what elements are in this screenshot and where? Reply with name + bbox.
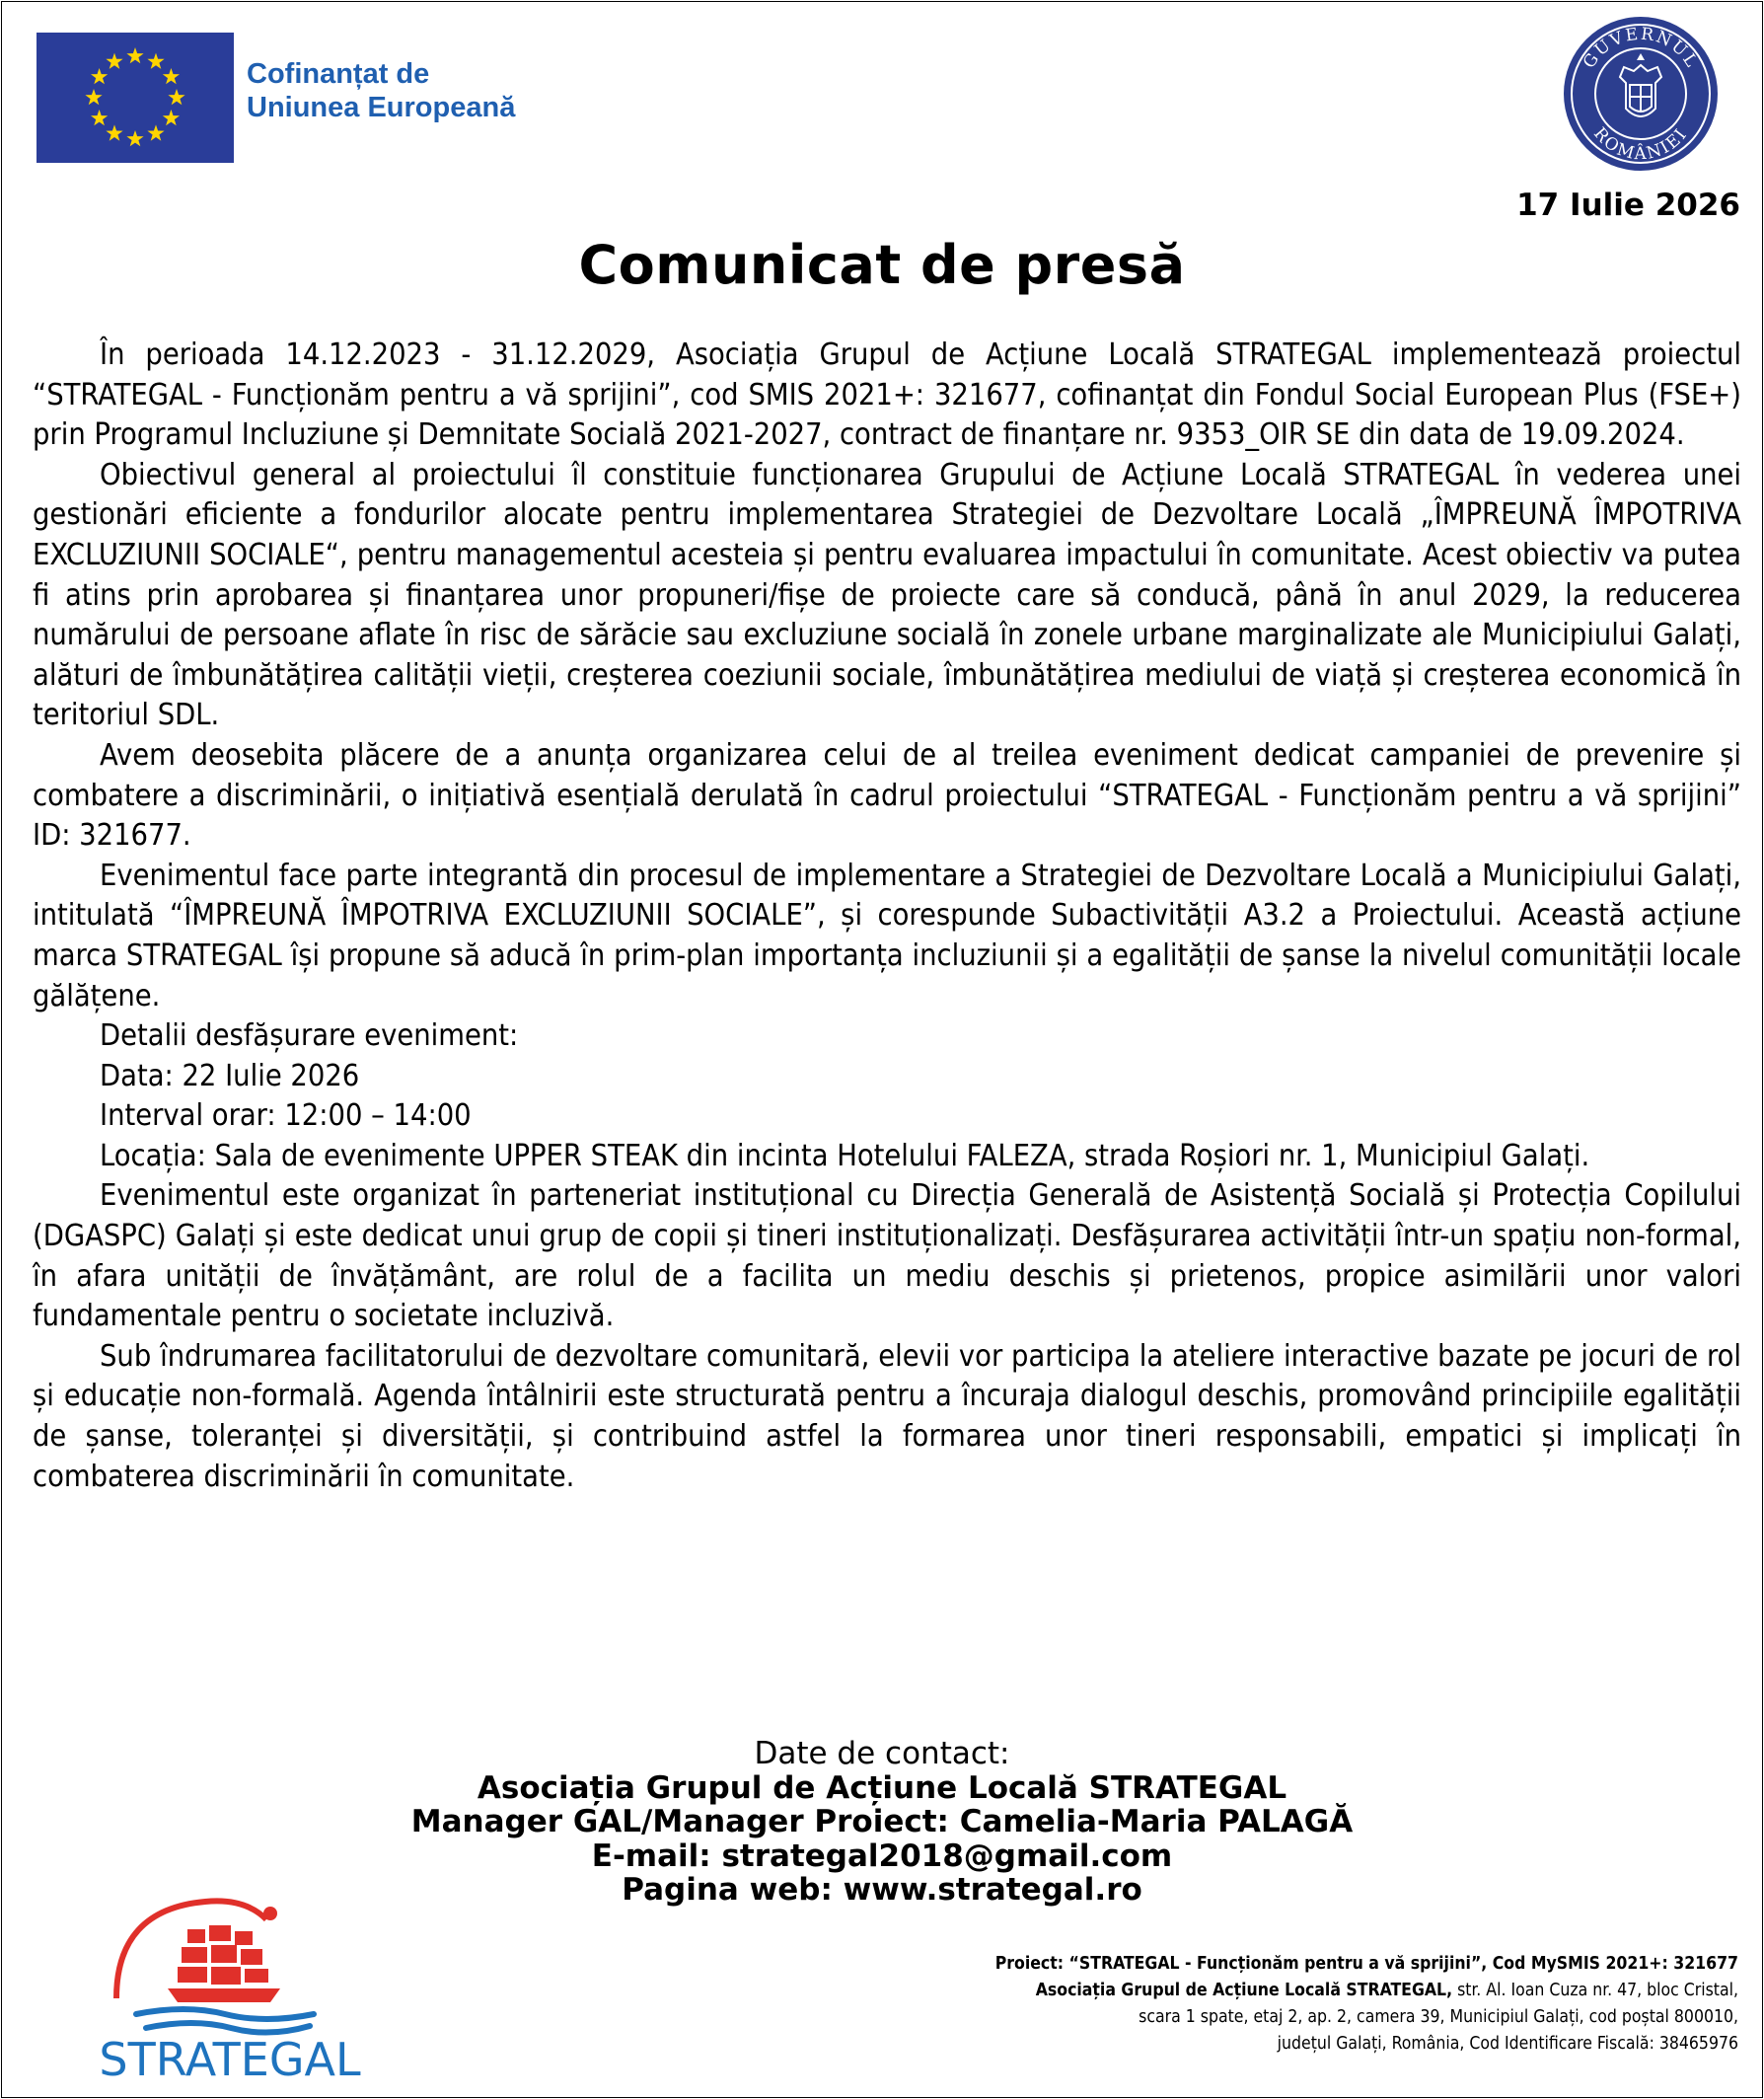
contact-heading: Date de contact: <box>754 1736 1010 1771</box>
paragraph-partnership: Evenimentul este organizat în parteneriat instituțional cu Direcția Generală de Asistență Socială și Protecția Copilului (DGASPC) Galați și este dedicat unui grup de copii și tineri instituționalizați. Desfășurarea activității într-un spațiu non-formal, în afara unității de învățământ, are rolul de a facilita un mediu deschis și prietenos, propice asimilării unor valori fundamentale pentru o societate incluzivă. <box>33 1178 1741 1334</box>
eu-star-icon <box>126 47 143 63</box>
paragraph-agenda: Sub îndrumarea facilitatorului de dezvoltare comunitară, elevii vor participa la ateliere interactive bazate pe jocuri de rol și educație non-formală. Agenda întâlnirii este structurată pentru a încuraja dialogul deschis, promovând principiile egalității de șanse, toleranței și diversității, și contribuind astfel la formarea unor tineri responsabili, empatici și implicați în combaterea discriminării în comunitate. <box>33 1338 1741 1494</box>
footer-project: Proiect: “STRATEGAL - Funcționăm pentru a vă sprijini”, Cod MySMIS 2021+: 321677 <box>994 1954 1738 1974</box>
government-seal-icon <box>1561 14 1721 174</box>
eu-star-icon <box>85 89 102 105</box>
eu-line-1: Cofinanțat de <box>247 58 430 90</box>
eu-flag-icon <box>37 33 234 163</box>
footer-line-address-2: scara 1 spate, etaj 2, ap. 2, camera 39, Municipiul Galați, cod poștal 800010, <box>1139 2007 1738 2027</box>
page-title: Comunicat de presă <box>578 234 1186 296</box>
footer-line-address <box>995 1978 1738 2004</box>
footer-organization: Asociația Grupul de Acțiune Locală STRATEGAL, <box>1035 1981 1453 2000</box>
event-date: Data: 22 Iulie 2026 <box>100 1058 360 1093</box>
footer-project-info <box>995 1951 1738 2058</box>
eu-star-icon <box>147 124 164 140</box>
event-location: Locația: Sala de evenimente UPPER STEAK din incinta Hotelului FALEZA, strada Roșiori nr. 1, Municipiul Galați. <box>100 1138 1590 1173</box>
contact-email[interactable]: E-mail: strategal2018@gmail.com <box>591 1837 1173 1874</box>
eu-cofinance-label <box>247 57 515 124</box>
eu-star-icon <box>168 89 184 105</box>
logo-wordmark: STRATEGAL <box>99 2033 361 2086</box>
eu-line-2: Uniunea Europeană <box>247 92 516 123</box>
contact-website[interactable]: Pagina web: www.strategal.ro <box>622 1872 1142 1908</box>
eu-star-icon <box>163 110 180 125</box>
event-time: Interval orar: 12:00 – 14:00 <box>100 1098 472 1134</box>
footer-line-project <box>995 1951 1738 1978</box>
eu-star-icon <box>163 68 180 84</box>
contact-organization: Asociația Grupul de Acțiune Locală STRATEGAL <box>477 1769 1287 1806</box>
paragraph-period: În perioada 14.12.2023 - 31.12.2029, Asociația Grupul de Acțiune Locală STRATEGAL implementează proiectul “STRATEGAL - Funcționăm pentru a vă sprijini”, cod SMIS 2021+: 321677, cofinanțat din Fondul Social European Plus (FSE+) prin Programul Incluziune și Demnitate Socială 2021-2027, contract de finanțare nr. 9353_OIR SE din data de 19.09.2024. <box>33 337 1741 453</box>
press-release-body <box>33 336 1741 1497</box>
eu-star-icon <box>91 110 108 125</box>
footer-address: str. Al. Ioan Cuza nr. 47, bloc Cristal, <box>1452 1981 1738 2000</box>
eu-star-icon <box>126 130 143 146</box>
contact-manager: Manager GAL/Manager Proiect: Camelia-Maria PALAGĂ <box>410 1804 1354 1839</box>
seal-text-bottom: ROMÂNIEI <box>1589 123 1692 165</box>
eu-star-icon <box>106 53 122 69</box>
strategal-logo <box>77 1880 383 2087</box>
release-date: 17 Iulie 2026 <box>1516 187 1740 223</box>
seal-text-top: GUVERNUL <box>1579 24 1703 73</box>
paragraph-announcement: Avem deosebita plăcere de a anunța organizarea celui de al treilea eveniment dedicat campaniei de prevenire și combatere a discriminării, o inițiativă esențială derulată în cadrul proiectului “STRATEGAL - Funcționăm pentru a vă sprijini” ID: 321677. <box>33 737 1741 854</box>
eu-star-icon <box>147 53 164 69</box>
paragraph-objective: Obiectivul general al proiectului îl constituie funcționarea Grupului de Acțiune Locală STRATEGAL în vederea unei gestionări eficiente a fondurilor alocate pentru implementarea Strategiei de Dezvoltare Locală „ÎMPREUNĂ ÎMPOTRIVA EXCLUZIUNII SOCIALE“, pentru managementul acesteia și pentru evaluarea impactului în comunitate. Acest obiectiv va putea fi atins prin aprobarea și finanțarea unor propuneri/fișe de proiecte care să conducă, până în anul 2029, la reducerea numărului de persoane aflate în risc de sărăcie sau excluziune socială în zonele urbane marginalizate ale Municipiului Galați, alături de îmbunătățirea calității vieții, creșterea coeziunii sociale, îmbunătățirea mediului de viață și creșterea economică în teritoriul SDL. <box>33 457 1741 733</box>
eu-star-icon <box>106 124 122 140</box>
footer-line-fiscal: județul Galați, România, Cod Identificare Fiscală: 38465976 <box>1277 2034 1738 2054</box>
paragraph-event-context: Evenimentul face parte integrantă din procesul de implementare a Strategiei de Dezvoltare Locală a Municipiului Galați, intitulată “ÎMPREUNĂ ÎMPOTRIVA EXCLUZIUNII SOCIALE”, și corespunde Subactivității A3.2 a Proiectului. Această acțiune marca STRATEGAL își propune să aducă în prim-plan importanța incluziunii și a egalității de șanse la nivelul comunității locale gălățene. <box>33 858 1741 1013</box>
event-details-heading: Detalii desfășurare eveniment: <box>100 1018 519 1054</box>
eu-star-icon <box>91 68 108 84</box>
